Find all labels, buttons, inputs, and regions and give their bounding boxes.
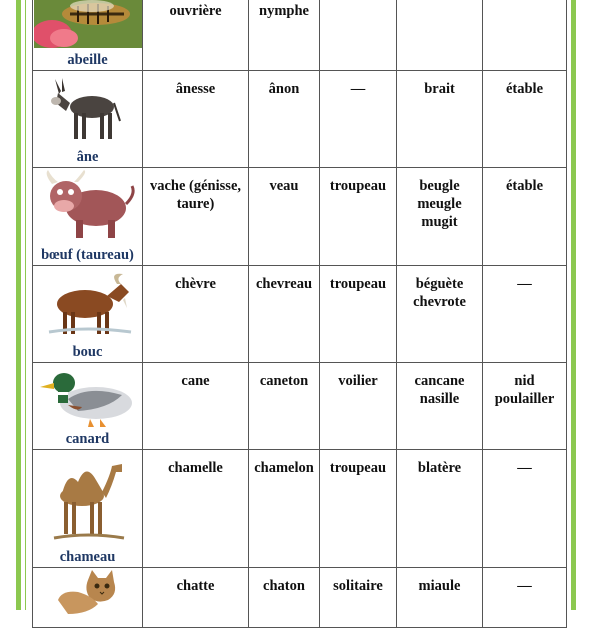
- table-row: [33, 265, 567, 362]
- bee-image: [34, 0, 142, 48]
- home-line: étable: [505, 80, 544, 97]
- animal-name: canard: [65, 430, 110, 447]
- cry-line: miaule: [418, 577, 461, 594]
- duck-image: [38, 365, 138, 429]
- group-cell: voilier: [320, 362, 397, 449]
- home-line: étable: [505, 177, 544, 194]
- page-border-left: [16, 0, 21, 610]
- home-cell: [483, 449, 567, 567]
- home-line: —: [517, 459, 532, 476]
- group-cell: troupeau: [320, 167, 397, 265]
- camel-image: [48, 454, 128, 542]
- group-cell: solitaire: [320, 567, 397, 627]
- group-cell: [320, 0, 397, 70]
- young-cell: chevreau: [249, 265, 320, 362]
- female-cell: vache (génisse, taure): [143, 167, 249, 265]
- animal-cell: [33, 449, 143, 567]
- table-row: [33, 167, 567, 265]
- group-cell: troupeau: [320, 265, 397, 362]
- cry-cell: [397, 265, 483, 362]
- female-cell: chatte: [143, 567, 249, 627]
- animal-name: chameau: [59, 548, 116, 565]
- cry-line: mugit: [421, 213, 458, 230]
- animal-name: bouc: [72, 343, 103, 360]
- animal-cell: [33, 167, 143, 265]
- young-cell: nymphe: [249, 0, 320, 70]
- home-cell: [483, 567, 567, 627]
- home-line: nid: [514, 372, 535, 389]
- young-cell: chamelon: [249, 449, 320, 567]
- female-cell: chamelle: [143, 449, 249, 567]
- table-row: [33, 0, 567, 70]
- animal-table: [32, 0, 567, 628]
- cry-line: beugle: [419, 177, 460, 194]
- table-row: [33, 567, 567, 627]
- table-row: [33, 362, 567, 449]
- young-cell: ânon: [249, 70, 320, 167]
- animal-cell: [33, 362, 143, 449]
- female-cell: ânesse: [143, 70, 249, 167]
- group-cell: —: [320, 70, 397, 167]
- animal-name: bœuf (taureau): [41, 246, 134, 263]
- home-line: poulailler: [494, 390, 555, 407]
- group-cell: troupeau: [320, 449, 397, 567]
- page-border-right: [571, 0, 576, 610]
- animal-cell: [33, 265, 143, 362]
- home-cell: [483, 0, 567, 70]
- cry-cell: [397, 70, 483, 167]
- animal-name: abeille: [67, 51, 108, 68]
- animal-name: âne: [76, 148, 99, 165]
- cry-line: béguète: [415, 275, 464, 292]
- cry-line: nasille: [419, 390, 460, 407]
- home-line: —: [517, 577, 532, 594]
- home-cell: [483, 362, 567, 449]
- animal-cell: [33, 0, 143, 70]
- page-border-left-inner: [25, 0, 26, 610]
- female-cell: cane: [143, 362, 249, 449]
- cry-cell: [397, 567, 483, 627]
- cry-cell: [397, 362, 483, 449]
- young-cell: chaton: [249, 567, 320, 627]
- cat-image: [48, 570, 128, 614]
- cry-cell: [397, 449, 483, 567]
- young-cell: caneton: [249, 362, 320, 449]
- home-cell: [483, 167, 567, 265]
- home-cell: [483, 265, 567, 362]
- animal-cell: [33, 567, 143, 627]
- young-cell: veau: [249, 167, 320, 265]
- goat-image: [43, 270, 133, 340]
- cry-line: brait: [424, 80, 455, 97]
- cry-cell: [397, 0, 483, 70]
- bull-image: [38, 170, 138, 244]
- home-line: —: [517, 275, 532, 292]
- table-row: [33, 449, 567, 567]
- cry-line: meugle: [417, 195, 462, 212]
- cry-line: blatère: [417, 459, 462, 476]
- cry-line: cancane: [414, 372, 465, 389]
- table-row: [33, 70, 567, 167]
- female-cell: chèvre: [143, 265, 249, 362]
- cry-line: chevrote: [413, 293, 466, 310]
- donkey-image: [48, 77, 128, 145]
- animal-cell: [33, 70, 143, 167]
- cry-cell: [397, 167, 483, 265]
- female-cell: ouvrière: [143, 0, 249, 70]
- home-cell: [483, 70, 567, 167]
